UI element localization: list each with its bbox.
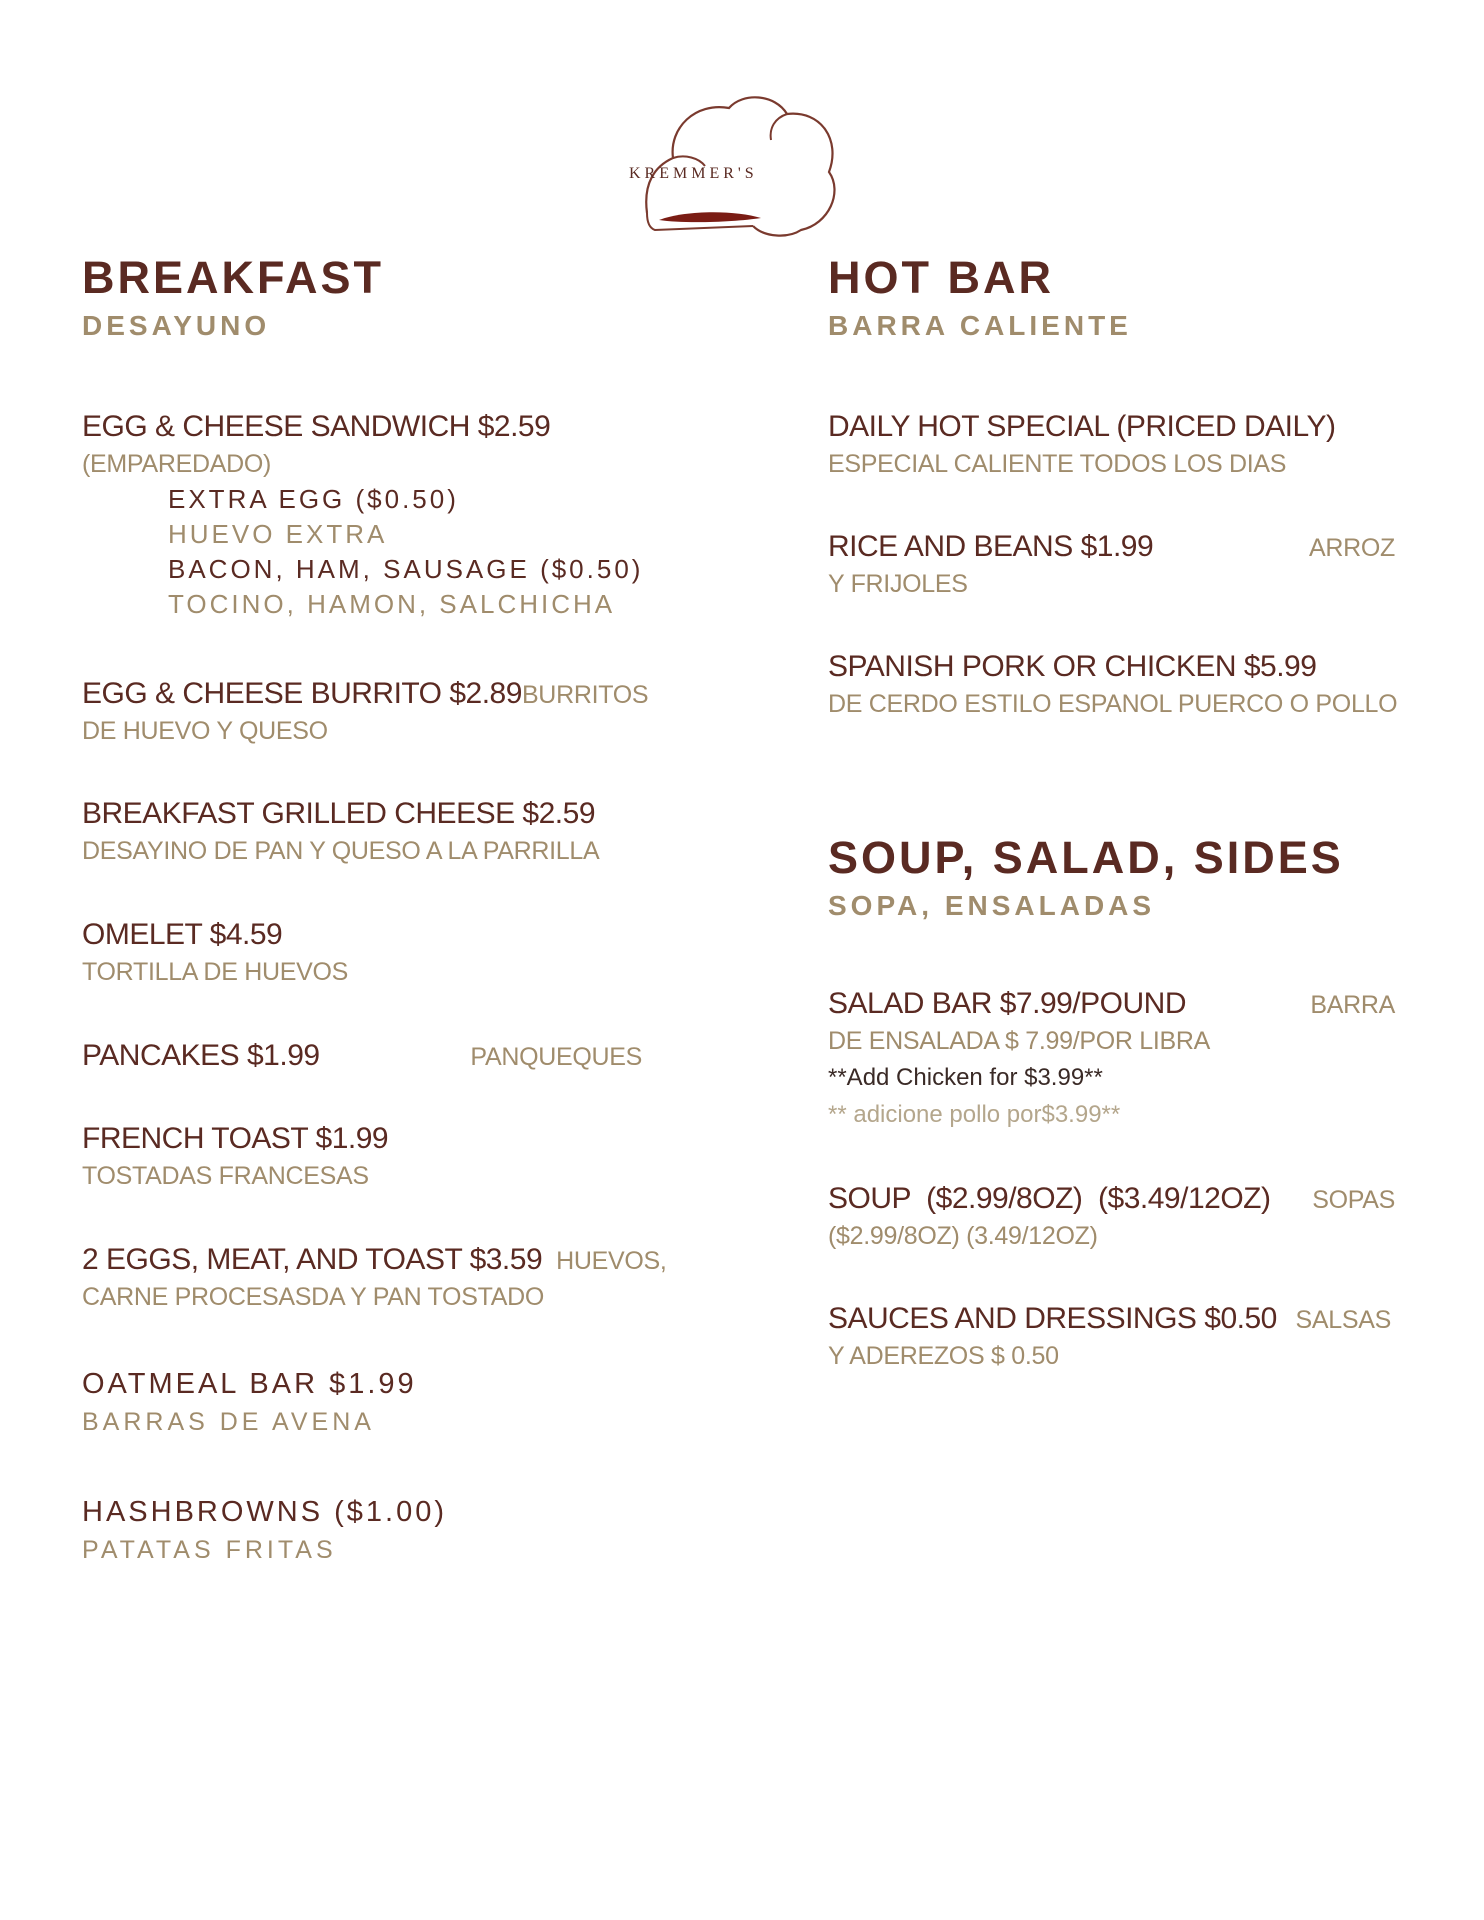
extra-name: BACON, HAM, SAUSAGE ($0.50) [168, 554, 644, 584]
item-translation: Y FRIJOLES [828, 570, 968, 598]
menu-item-soup [828, 1180, 1398, 1254]
item-translation-inline: SALSAS [1295, 1306, 1391, 1334]
item-translation: TORTILLA DE HUEVOS [82, 958, 348, 986]
item-translation: DE CERDO ESTILO ESPANOL PUERCO O POLLO [828, 690, 1398, 718]
soup-salad-subtitle: SOPA, ENSALADAS [828, 890, 1156, 921]
item-name: SOUP ($2.99/8OZ) ($3.49/12OZ) [828, 1182, 1271, 1215]
menu-item-omelet [82, 916, 662, 990]
item-translation: ESPECIAL CALIENTE TODOS LOS DIAS [828, 450, 1287, 478]
menu-item-egg-cheese-burrito [82, 675, 662, 749]
hot-bar-subtitle: BARRA CALIENTE [828, 310, 1132, 341]
item-translation: CARNE PROCESASDA Y PAN TOSTADO [82, 1283, 544, 1311]
item-translation: ($2.99/8OZ) (3.49/12OZ) [828, 1222, 1098, 1250]
item-note-translation: ** adicione pollo por$3.99** [828, 1101, 1121, 1128]
breakfast-section [82, 250, 667, 1564]
item-name: FRENCH TOAST $1.99 [82, 1122, 389, 1155]
hot-bar-title: HOT BAR [828, 252, 1054, 303]
item-name: HASHBROWNS ($1.00) [82, 1496, 448, 1528]
breakfast-subtitle: DESAYUNO [82, 310, 271, 341]
extra-name: EXTRA EGG ($0.50) [168, 484, 459, 514]
kremmers-logo [625, 88, 845, 246]
menu-item-oatmeal-bar [82, 1365, 662, 1441]
item-translation-inline: PANQUEQUES [470, 1043, 642, 1071]
breakfast-title: BREAKFAST [82, 252, 385, 303]
item-translation: (EMPAREDADO) [82, 450, 272, 478]
item-name: SAUCES AND DRESSINGS $0.50 [828, 1302, 1277, 1335]
item-extras [82, 482, 662, 622]
item-translation: DE HUEVO Y QUESO [82, 717, 328, 745]
chef-hat-icon [625, 88, 845, 246]
hot-bar-section [828, 250, 1398, 1370]
menu-item-daily-hot-special [828, 408, 1398, 482]
item-name: SPANISH PORK OR CHICKEN $5.99 [828, 650, 1317, 683]
soup-salad-section [828, 830, 1398, 926]
menu-item-eggs-meat-toast [82, 1241, 667, 1315]
item-name: EGG & CHEESE SANDWICH $2.59 [82, 410, 551, 443]
menu-item-french-toast [82, 1120, 662, 1194]
item-translation: DE ENSALADA $ 7.99/POR LIBRA [828, 1027, 1211, 1055]
menu-item-hashbrowns [82, 1493, 662, 1569]
item-name: RICE AND BEANS $1.99 [828, 530, 1154, 563]
item-translation: BARRAS DE AVENA [82, 1408, 375, 1436]
menu-item-breakfast-grilled-cheese [82, 795, 662, 869]
menu-item-spanish-pork [828, 648, 1398, 722]
item-translation: DESAYINO DE PAN Y QUESO A LA PARRILLA [82, 837, 600, 865]
item-name: EGG & CHEESE BURRITO $2.89 [82, 677, 522, 710]
item-translation-inline: ARROZ [1308, 534, 1395, 562]
item-translation: Y ADEREZOS $ 0.50 [828, 1342, 1059, 1370]
item-translation: TOSTADAS FRANCESAS [82, 1162, 369, 1190]
item-translation-inline: HUEVOS, [556, 1247, 667, 1275]
item-translation-inline: BURRITOS [521, 681, 649, 709]
item-name: SALAD BAR $7.99/POUND [828, 987, 1186, 1020]
item-name: 2 EGGS, MEAT, AND TOAST $3.59 [82, 1243, 543, 1276]
menu-item-rice-and-beans [828, 528, 1398, 602]
menu-item-egg-cheese-sandwich [82, 408, 662, 622]
item-name: DAILY HOT SPECIAL (PRICED DAILY) [828, 410, 1336, 443]
item-note: **Add Chicken for $3.99** [828, 1064, 1103, 1091]
soup-salad-title: SOUP, SALAD, SIDES [828, 832, 1344, 883]
item-translation: PATATAS FRITAS [82, 1536, 337, 1564]
item-name: OATMEAL BAR $1.99 [82, 1368, 417, 1400]
item-name: OMELET $4.59 [82, 918, 283, 951]
item-translation-inline: BARRA [1310, 991, 1395, 1019]
item-name: BREAKFAST GRILLED CHEESE $2.59 [82, 797, 596, 830]
item-name: PANCAKES $1.99 [82, 1039, 320, 1072]
extra-translation: HUEVO EXTRA [168, 519, 388, 549]
menu-item-salad-bar [828, 985, 1398, 1133]
item-translation-inline: SOPAS [1312, 1186, 1395, 1214]
extra-translation: TOCINO, HAMON, SALCHICHA [168, 589, 616, 619]
svg-text:KREMMER'S: KREMMER'S [629, 165, 758, 182]
menu-item-sauces-dressings [828, 1300, 1398, 1374]
menu-item-pancakes [82, 1037, 662, 1075]
